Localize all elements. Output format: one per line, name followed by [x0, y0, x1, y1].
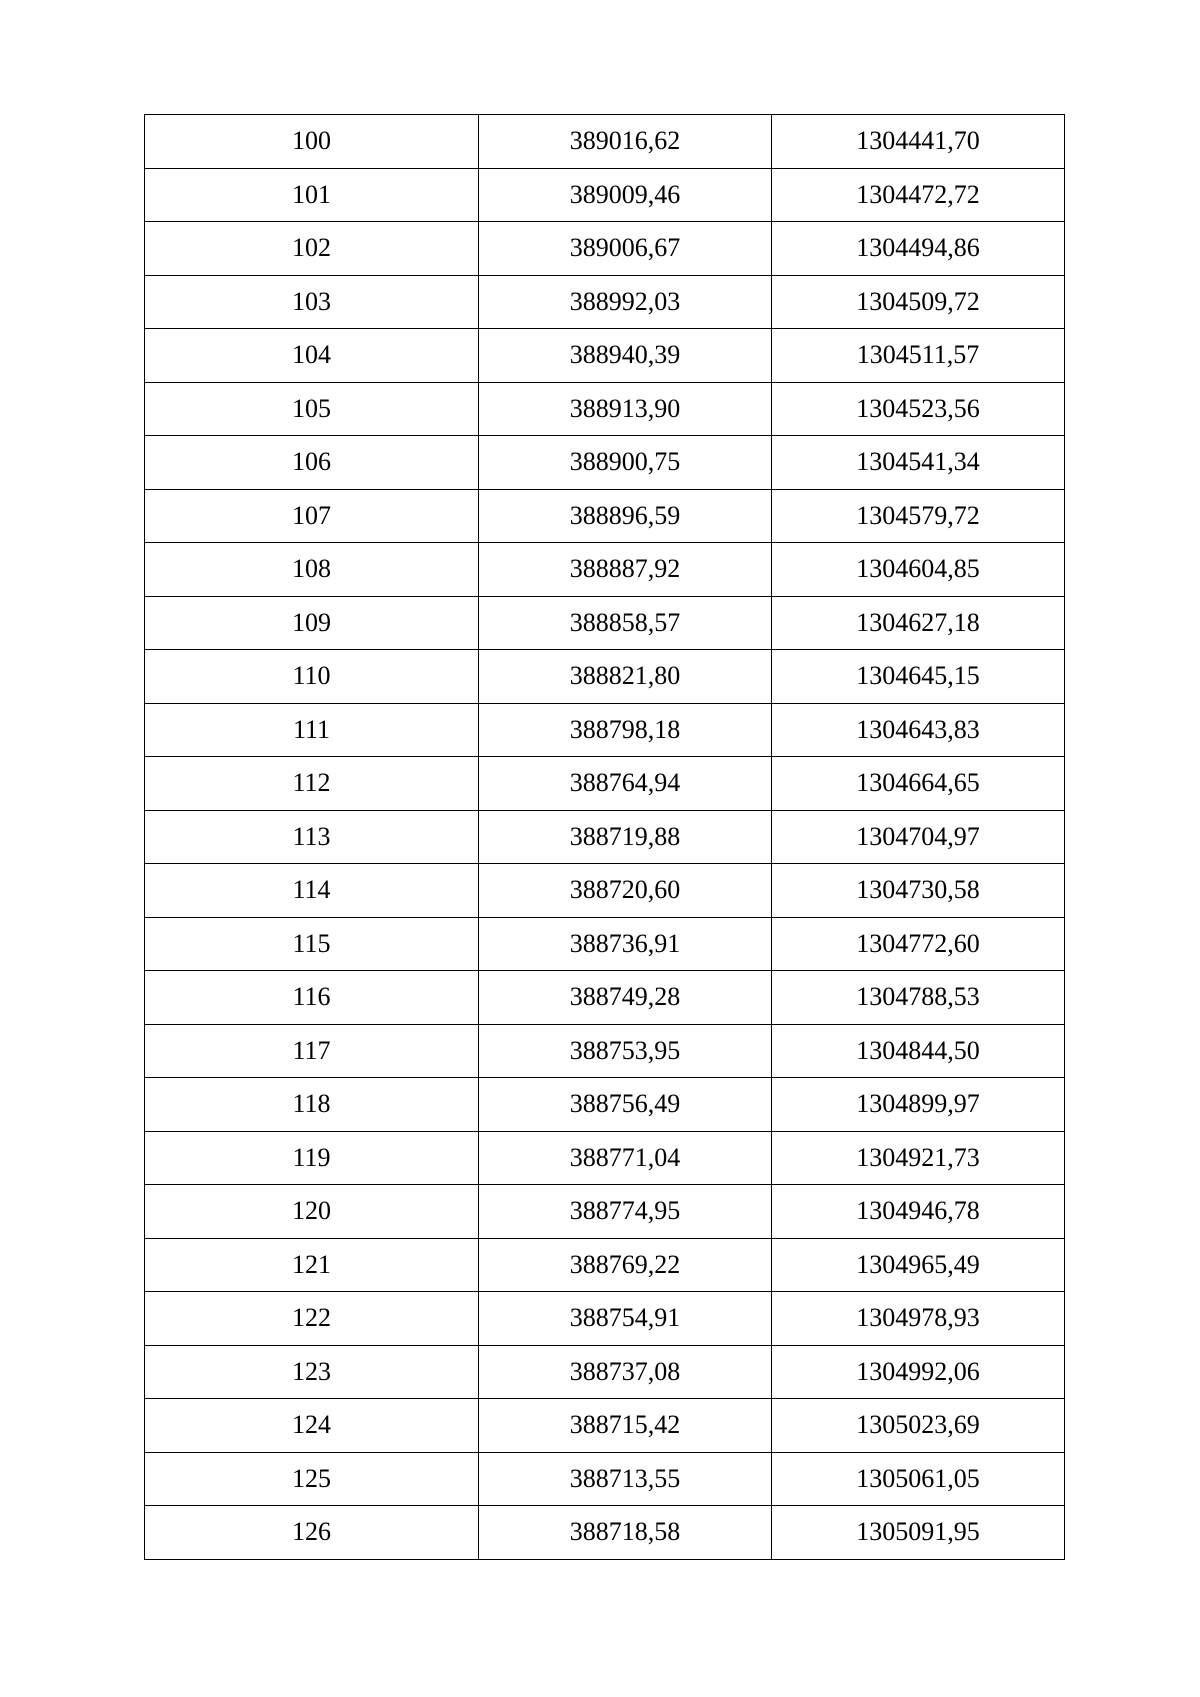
y-coordinate-cell: 1304899,97: [772, 1078, 1065, 1132]
table-row: [145, 436, 1065, 490]
y-coordinate-cell: 1304509,72: [772, 275, 1065, 329]
y-coordinate-cell: 1304472,72: [772, 168, 1065, 222]
x-coordinate-cell: 388992,03: [479, 275, 772, 329]
point-number-cell: 116: [145, 971, 479, 1025]
table-row: [145, 168, 1065, 222]
point-number-cell: 110: [145, 650, 479, 704]
x-coordinate-cell: 388771,04: [479, 1131, 772, 1185]
x-coordinate-cell: 388720,60: [479, 864, 772, 918]
x-coordinate-cell: 388858,57: [479, 596, 772, 650]
table-row: [145, 382, 1065, 436]
x-coordinate-cell: 388798,18: [479, 703, 772, 757]
y-coordinate-cell: 1304965,49: [772, 1238, 1065, 1292]
point-number-cell: 126: [145, 1506, 479, 1560]
point-number-cell: 115: [145, 917, 479, 971]
x-coordinate-cell: 389016,62: [479, 115, 772, 169]
x-coordinate-cell: 388737,08: [479, 1345, 772, 1399]
table-row: [145, 1452, 1065, 1506]
y-coordinate-cell: 1305061,05: [772, 1452, 1065, 1506]
x-coordinate-cell: 388769,22: [479, 1238, 772, 1292]
point-number-cell: 123: [145, 1345, 479, 1399]
coordinates-table-body: [145, 115, 1065, 1560]
x-coordinate-cell: 388887,92: [479, 543, 772, 597]
y-coordinate-cell: 1304511,57: [772, 329, 1065, 383]
x-coordinate-cell: 388896,59: [479, 489, 772, 543]
x-coordinate-cell: 388900,75: [479, 436, 772, 490]
point-number-cell: 122: [145, 1292, 479, 1346]
x-coordinate-cell: 388713,55: [479, 1452, 772, 1506]
y-coordinate-cell: 1304541,34: [772, 436, 1065, 490]
x-coordinate-cell: 389009,46: [479, 168, 772, 222]
x-coordinate-cell: 388719,88: [479, 810, 772, 864]
point-number-cell: 121: [145, 1238, 479, 1292]
y-coordinate-cell: 1304788,53: [772, 971, 1065, 1025]
point-number-cell: 124: [145, 1399, 479, 1453]
table-row: [145, 222, 1065, 276]
point-number-cell: 100: [145, 115, 479, 169]
point-number-cell: 103: [145, 275, 479, 329]
point-number-cell: 118: [145, 1078, 479, 1132]
x-coordinate-cell: 388718,58: [479, 1506, 772, 1560]
table-row: [145, 810, 1065, 864]
y-coordinate-cell: 1305091,95: [772, 1506, 1065, 1560]
x-coordinate-cell: 388736,91: [479, 917, 772, 971]
table-row: [145, 1131, 1065, 1185]
y-coordinate-cell: 1304664,65: [772, 757, 1065, 811]
point-number-cell: 101: [145, 168, 479, 222]
x-coordinate-cell: 388754,91: [479, 1292, 772, 1346]
point-number-cell: 105: [145, 382, 479, 436]
y-coordinate-cell: 1304844,50: [772, 1024, 1065, 1078]
table-row: [145, 757, 1065, 811]
x-coordinate-cell: 388913,90: [479, 382, 772, 436]
table-row: [145, 917, 1065, 971]
y-coordinate-cell: 1304645,15: [772, 650, 1065, 704]
x-coordinate-cell: 388715,42: [479, 1399, 772, 1453]
table-row: [145, 543, 1065, 597]
table-row: [145, 1345, 1065, 1399]
coordinates-table: [144, 114, 1065, 1560]
table-row: [145, 596, 1065, 650]
point-number-cell: 113: [145, 810, 479, 864]
y-coordinate-cell: 1304921,73: [772, 1131, 1065, 1185]
y-coordinate-cell: 1304643,83: [772, 703, 1065, 757]
y-coordinate-cell: 1304494,86: [772, 222, 1065, 276]
x-coordinate-cell: 388756,49: [479, 1078, 772, 1132]
point-number-cell: 112: [145, 757, 479, 811]
point-number-cell: 120: [145, 1185, 479, 1239]
point-number-cell: 109: [145, 596, 479, 650]
point-number-cell: 106: [145, 436, 479, 490]
table-row: [145, 489, 1065, 543]
table-row: [145, 650, 1065, 704]
y-coordinate-cell: 1304946,78: [772, 1185, 1065, 1239]
table-row: [145, 1078, 1065, 1132]
table-row: [145, 275, 1065, 329]
x-coordinate-cell: 388753,95: [479, 1024, 772, 1078]
point-number-cell: 102: [145, 222, 479, 276]
table-row: [145, 1506, 1065, 1560]
y-coordinate-cell: 1304978,93: [772, 1292, 1065, 1346]
point-number-cell: 114: [145, 864, 479, 918]
point-number-cell: 117: [145, 1024, 479, 1078]
x-coordinate-cell: 389006,67: [479, 222, 772, 276]
x-coordinate-cell: 388749,28: [479, 971, 772, 1025]
table-row: [145, 1292, 1065, 1346]
table-row: [145, 1238, 1065, 1292]
table-row: [145, 1185, 1065, 1239]
y-coordinate-cell: 1305023,69: [772, 1399, 1065, 1453]
x-coordinate-cell: 388764,94: [479, 757, 772, 811]
y-coordinate-cell: 1304579,72: [772, 489, 1065, 543]
y-coordinate-cell: 1304523,56: [772, 382, 1065, 436]
point-number-cell: 119: [145, 1131, 479, 1185]
table-row: [145, 115, 1065, 169]
y-coordinate-cell: 1304730,58: [772, 864, 1065, 918]
point-number-cell: 111: [145, 703, 479, 757]
x-coordinate-cell: 388940,39: [479, 329, 772, 383]
y-coordinate-cell: 1304441,70: [772, 115, 1065, 169]
y-coordinate-cell: 1304772,60: [772, 917, 1065, 971]
point-number-cell: 125: [145, 1452, 479, 1506]
y-coordinate-cell: 1304604,85: [772, 543, 1065, 597]
y-coordinate-cell: 1304627,18: [772, 596, 1065, 650]
table-row: [145, 1024, 1065, 1078]
y-coordinate-cell: 1304992,06: [772, 1345, 1065, 1399]
table-row: [145, 703, 1065, 757]
table-row: [145, 864, 1065, 918]
y-coordinate-cell: 1304704,97: [772, 810, 1065, 864]
point-number-cell: 107: [145, 489, 479, 543]
x-coordinate-cell: 388821,80: [479, 650, 772, 704]
table-row: [145, 971, 1065, 1025]
point-number-cell: 104: [145, 329, 479, 383]
table-row: [145, 1399, 1065, 1453]
x-coordinate-cell: 388774,95: [479, 1185, 772, 1239]
point-number-cell: 108: [145, 543, 479, 597]
table-row: [145, 329, 1065, 383]
